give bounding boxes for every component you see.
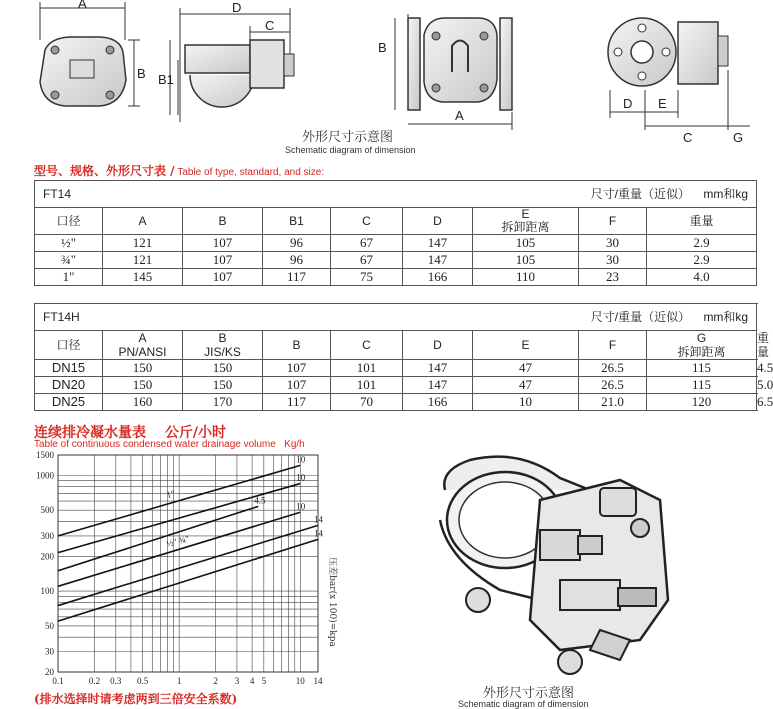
table-cell: 67 [331, 235, 403, 252]
series-end-label: 14 [314, 514, 324, 524]
ft14-header-e-sub: 拆卸距离 [501, 220, 549, 234]
y-tick-label: 500 [41, 505, 55, 515]
ft14h-header-a-sub: PN/ANSI [118, 345, 166, 359]
y-tick-label: 100 [41, 586, 55, 596]
table-cell: 23 [579, 269, 647, 286]
table-cell: 96 [263, 252, 331, 269]
ft14-model: FT14 [43, 187, 71, 201]
dim-d-end-label: D [623, 96, 632, 111]
table-cell: 105 [473, 235, 579, 252]
top-caption-en: Schematic diagram of dimension [285, 145, 416, 155]
ft14-header: 重量 [647, 208, 757, 235]
series-end-label: 10 [296, 454, 306, 464]
ft14-header: A [103, 208, 183, 235]
y-tick-label: 200 [41, 551, 55, 561]
y-tick-label: 30 [45, 647, 55, 657]
top-caption-cn: 外形尺寸示意图 [302, 126, 393, 145]
table-cell: 2.9 [647, 252, 757, 269]
y-tick-label: 1500 [36, 450, 55, 460]
dim-e-end-label: E [658, 96, 667, 111]
bottom-caption-cn: 外形尺寸示意图 [483, 682, 574, 701]
table-cell: 105 [473, 252, 579, 269]
table-cell: 121 [103, 252, 183, 269]
table-cell: DN25 [35, 394, 103, 411]
table-cell: DN15 [35, 360, 103, 377]
table-heading-cn: 型号、规格、外形尺寸表 / [34, 164, 175, 178]
table-cell: 107 [183, 235, 263, 252]
x-tick-label: 14 [314, 676, 324, 686]
chart-note: (排水选择时请考虑两到三倍安全系数) [34, 690, 237, 707]
chart-title: 连续排冷凝水量表 公斤/小时 [34, 422, 226, 442]
table-cell: 2.9 [647, 235, 757, 252]
table-cell: 21.0 [579, 394, 647, 411]
chart-unit: Kg/h [284, 439, 305, 450]
table-cell: 26.5 [579, 360, 647, 377]
table-cell: 150 [103, 360, 183, 377]
table-cell: 107 [183, 252, 263, 269]
ft14-header: 口径 [35, 208, 103, 235]
table-cell: 101 [331, 360, 403, 377]
ft14-header: C [331, 208, 403, 235]
table-cell: 107 [263, 377, 331, 394]
series-name-label: 1" [165, 488, 176, 500]
x-tick-label: 3 [235, 676, 240, 686]
series-end-label: 4.5 [254, 495, 266, 505]
x-tick-label: 10 [296, 676, 306, 686]
ft14h-header-a-label: A [138, 331, 146, 345]
ft14h-unit-cn: 尺寸/重量（近似） [591, 310, 690, 324]
table-cell: DN20 [35, 377, 103, 394]
table-cell: 107 [183, 269, 263, 286]
table-heading-en: Table of type, standard, and size: [175, 167, 325, 178]
table-cell: 107 [263, 360, 331, 377]
table-cell: 110 [473, 269, 579, 286]
x-tick-label: 5 [262, 676, 267, 686]
dim-c-end-label: C [683, 130, 692, 145]
series-end-label: 10 [296, 501, 306, 511]
table-cell: 120 [647, 394, 757, 411]
dim-c-label: C [265, 18, 274, 33]
table-cell: 101 [331, 377, 403, 394]
table-cell: 1" [35, 269, 103, 286]
table-cell: 121 [103, 235, 183, 252]
ft14-header: B [183, 208, 263, 235]
ft14-header: D [403, 208, 473, 235]
table-cell: ¾" [35, 252, 103, 269]
x-tick-label: 0.5 [137, 676, 149, 686]
table-cell: ½" [35, 235, 103, 252]
table-cell: 147 [403, 360, 473, 377]
table-cell: 96 [263, 235, 331, 252]
table-cell: 30 [579, 235, 647, 252]
ft14h-header-g-label: G [697, 331, 706, 345]
table-cell: 47 [473, 377, 579, 394]
table-cell: 147 [403, 235, 473, 252]
x-axis-label: 压差bar(x 100)=kpa [327, 557, 339, 647]
ft14h-header-g-sub: 拆卸距离 [677, 345, 725, 359]
ft14h-header: D [403, 331, 473, 360]
y-tick-label: 1000 [36, 470, 55, 480]
table-cell: 160 [103, 394, 183, 411]
ft14-unit-en: mm和kg [703, 187, 748, 201]
bottom-caption-en: Schematic diagram of dimension [458, 699, 589, 709]
table-cell: 166 [403, 394, 473, 411]
table-cell: 115 [647, 360, 757, 377]
dim-a-flanged-label: A [455, 108, 464, 123]
ft14-header: B1 [263, 208, 331, 235]
dim-g-end-label: G [733, 130, 743, 145]
series-end-label: 14 [314, 528, 324, 538]
table-cell: 67 [331, 252, 403, 269]
dim-b1-label: B1 [158, 72, 174, 87]
table-cell: 150 [183, 360, 263, 377]
table-cell: 70 [331, 394, 403, 411]
ft14h-header-b-sub: JIS/KS [204, 345, 241, 359]
ft14h-header: 口径 [35, 331, 103, 360]
ft14h-header-b-label: B [218, 331, 226, 345]
table-cell: 150 [103, 377, 183, 394]
y-tick-label: 50 [45, 621, 55, 631]
ft14-header-e-label: E [521, 207, 529, 221]
ft14h-model: FT14H [43, 310, 80, 324]
dim-d-label: D [232, 0, 241, 15]
ft14h-header: E [473, 331, 579, 360]
table-cell: 170 [183, 394, 263, 411]
x-tick-label: 4 [250, 676, 255, 686]
table-cell: 150 [183, 377, 263, 394]
table-cell: 30 [579, 252, 647, 269]
table-cell: 117 [263, 394, 331, 411]
chart-subtitle-text: Table of continuous condensed water drainage volume [34, 439, 276, 450]
series-end-label: 10 [296, 473, 306, 483]
y-tick-label: 20 [45, 667, 55, 677]
dim-a-label: A [78, 0, 87, 11]
x-tick-label: 2 [213, 676, 218, 686]
table-cell: 75 [331, 269, 403, 286]
ft14-header: F [579, 208, 647, 235]
x-tick-label: 0.2 [89, 676, 100, 686]
series-name-label: ½" ¾" [165, 533, 190, 548]
ft14h-header: C [331, 331, 403, 360]
x-tick-label: 0.1 [52, 676, 63, 686]
table-cell: 4.0 [647, 269, 757, 286]
ft14h-unit-en: mm和kg [703, 310, 748, 324]
table-cell: 145 [103, 269, 183, 286]
table-cell: 10 [473, 394, 579, 411]
dim-b-flanged-label: B [378, 40, 387, 55]
table-cell: 115 [647, 377, 757, 394]
ft14h-header: F [579, 331, 647, 360]
table-cell: 166 [403, 269, 473, 286]
table-cell: 117 [263, 269, 331, 286]
table-cell: 147 [403, 252, 473, 269]
ft14h-header: B [263, 331, 331, 360]
y-tick-label: 300 [41, 531, 55, 541]
table-cell: 47 [473, 360, 579, 377]
table-cell: 26.5 [579, 377, 647, 394]
dim-b-label: B [137, 66, 146, 81]
table-cell: 147 [403, 377, 473, 394]
x-tick-label: 0.3 [110, 676, 122, 686]
ft14-unit-cn: 尺寸/重量（近似） [591, 187, 690, 201]
x-tick-label: 1 [177, 676, 182, 686]
